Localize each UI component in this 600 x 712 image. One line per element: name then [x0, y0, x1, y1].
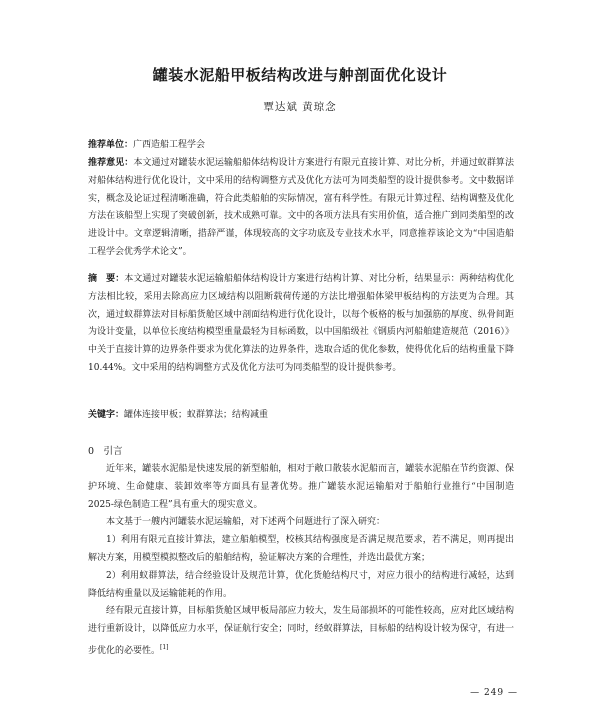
recommending-unit [88, 137, 514, 155]
keywords-text: 罐体连接甲板；蚁群算法；结构减重 [124, 410, 269, 420]
recommendation-opinion [88, 155, 514, 262]
author-names: 覃达斌 黄琼念 [263, 101, 337, 113]
intro-paragraph-last [88, 603, 514, 660]
citation-ref: [1] [160, 643, 169, 651]
keywords [88, 407, 514, 425]
abstract [88, 271, 514, 378]
paper-title: 罐装水泥船甲板结构改进与舯剖面优化设计 [152, 66, 448, 84]
keywords-label: 关键字： [88, 410, 125, 420]
section-heading-intro: 0 引言 [88, 446, 123, 457]
intro-paragraph: 近年来，罐装水泥船是快速发展的新型船舶，相对于敞口散装水泥船而言，罐装水泥船在节约资源、保护环境、生命健康、装卸效率等方面具有显著优势。推广罐装水泥运输船对于船舶行业推行“中国制造 2025-绿色制造工程”具有重大的现实意义。 [88, 464, 514, 510]
intro-paragraph: 1）利用有限元直接计算法，建立船舶模型，校核其结构强度是否满足规范要求，若不满足，则再提出解决方案，用模型模拟整改后的船舶结构，验证解决方案的合理性，并选出最优方案； [88, 535, 514, 563]
recommending-unit-value: 广西造船工程学会 [133, 140, 206, 150]
page-number: — 249 — [470, 688, 518, 698]
intro-paragraph: 2）利用蚁群算法，结合经验设计及规范计算，优化货舱结构尺寸，对应力很小的结构进行减轻，达到降低结构重量以及运输能耗的作用。 [88, 570, 514, 599]
recommendation-opinion-label: 推荐意见： [88, 158, 134, 168]
abstract-label: 摘 要： [88, 274, 125, 284]
recommendation-opinion-text: 本文通过对罐装水泥运输船船体结构设计方案进行有限元直接计算、对比分析，并通过蚁群算法对船体结构进行优化设计，文中采用的结构调整方式及优化方法可为同类船型的设计提供参考。文中数据详实，概念及论证过程清晰准确，符合此类船舶的实际情况，富有科学性。有限元计算过程、结构调整及优化方法在该船型上实现了突破创新，技术成熟可靠。文中的各项方法具有实用价值，适合推广到同类船型的改进设计中。文章逻辑清晰，措辞严谨，体现较高的文字功底及专业技术水平，同意推荐该论文为“中国造船工程学会优秀学术论文”。 [88, 158, 514, 257]
recommending-unit-label: 推荐单位： [88, 140, 134, 150]
intro-paragraph-text: 经有限元直接计算，目标船货舱区域甲板局部应力较大，发生局部损坏的可能性较高，应对此区域结构进行重新设计，以降低应力水平，保证航行安全；同时，经蚁群算法，目标船的结构设计较为保守，有进一步优化的必要性。 [88, 606, 514, 656]
abstract-text: 本文通过对罐装水泥运输船船体结构设计方案进行结构计算、对比分析，结果显示：两种结构优化方法相比较，采用去除高应力区域结构以阻断载荷传递的方法比增强船体梁甲板结构的方法更为合理。其次，通过蚁群算法对目标船货舱区域中剖面结构进行优化设计，以每个板格的板与加强筋的厚度、纵骨间距为设计变量，以单位长度结构模型重量最轻为目标函数，以中国船级社《钢质内河船舶建造规范（2016）》中关于直接计算的边界条件要求为优化算法的边界条件，选取合适的优化参数，使得优化后的结构重量下降 10.44%。文中采用的结构调整方式及优化方法可为同类船型的设计提供参考。 [88, 274, 514, 373]
intro-section [88, 461, 514, 661]
intro-paragraph: 本文基于一艘内河罐装水泥运输船，对下述两个问题进行了深入研究： [106, 517, 386, 528]
